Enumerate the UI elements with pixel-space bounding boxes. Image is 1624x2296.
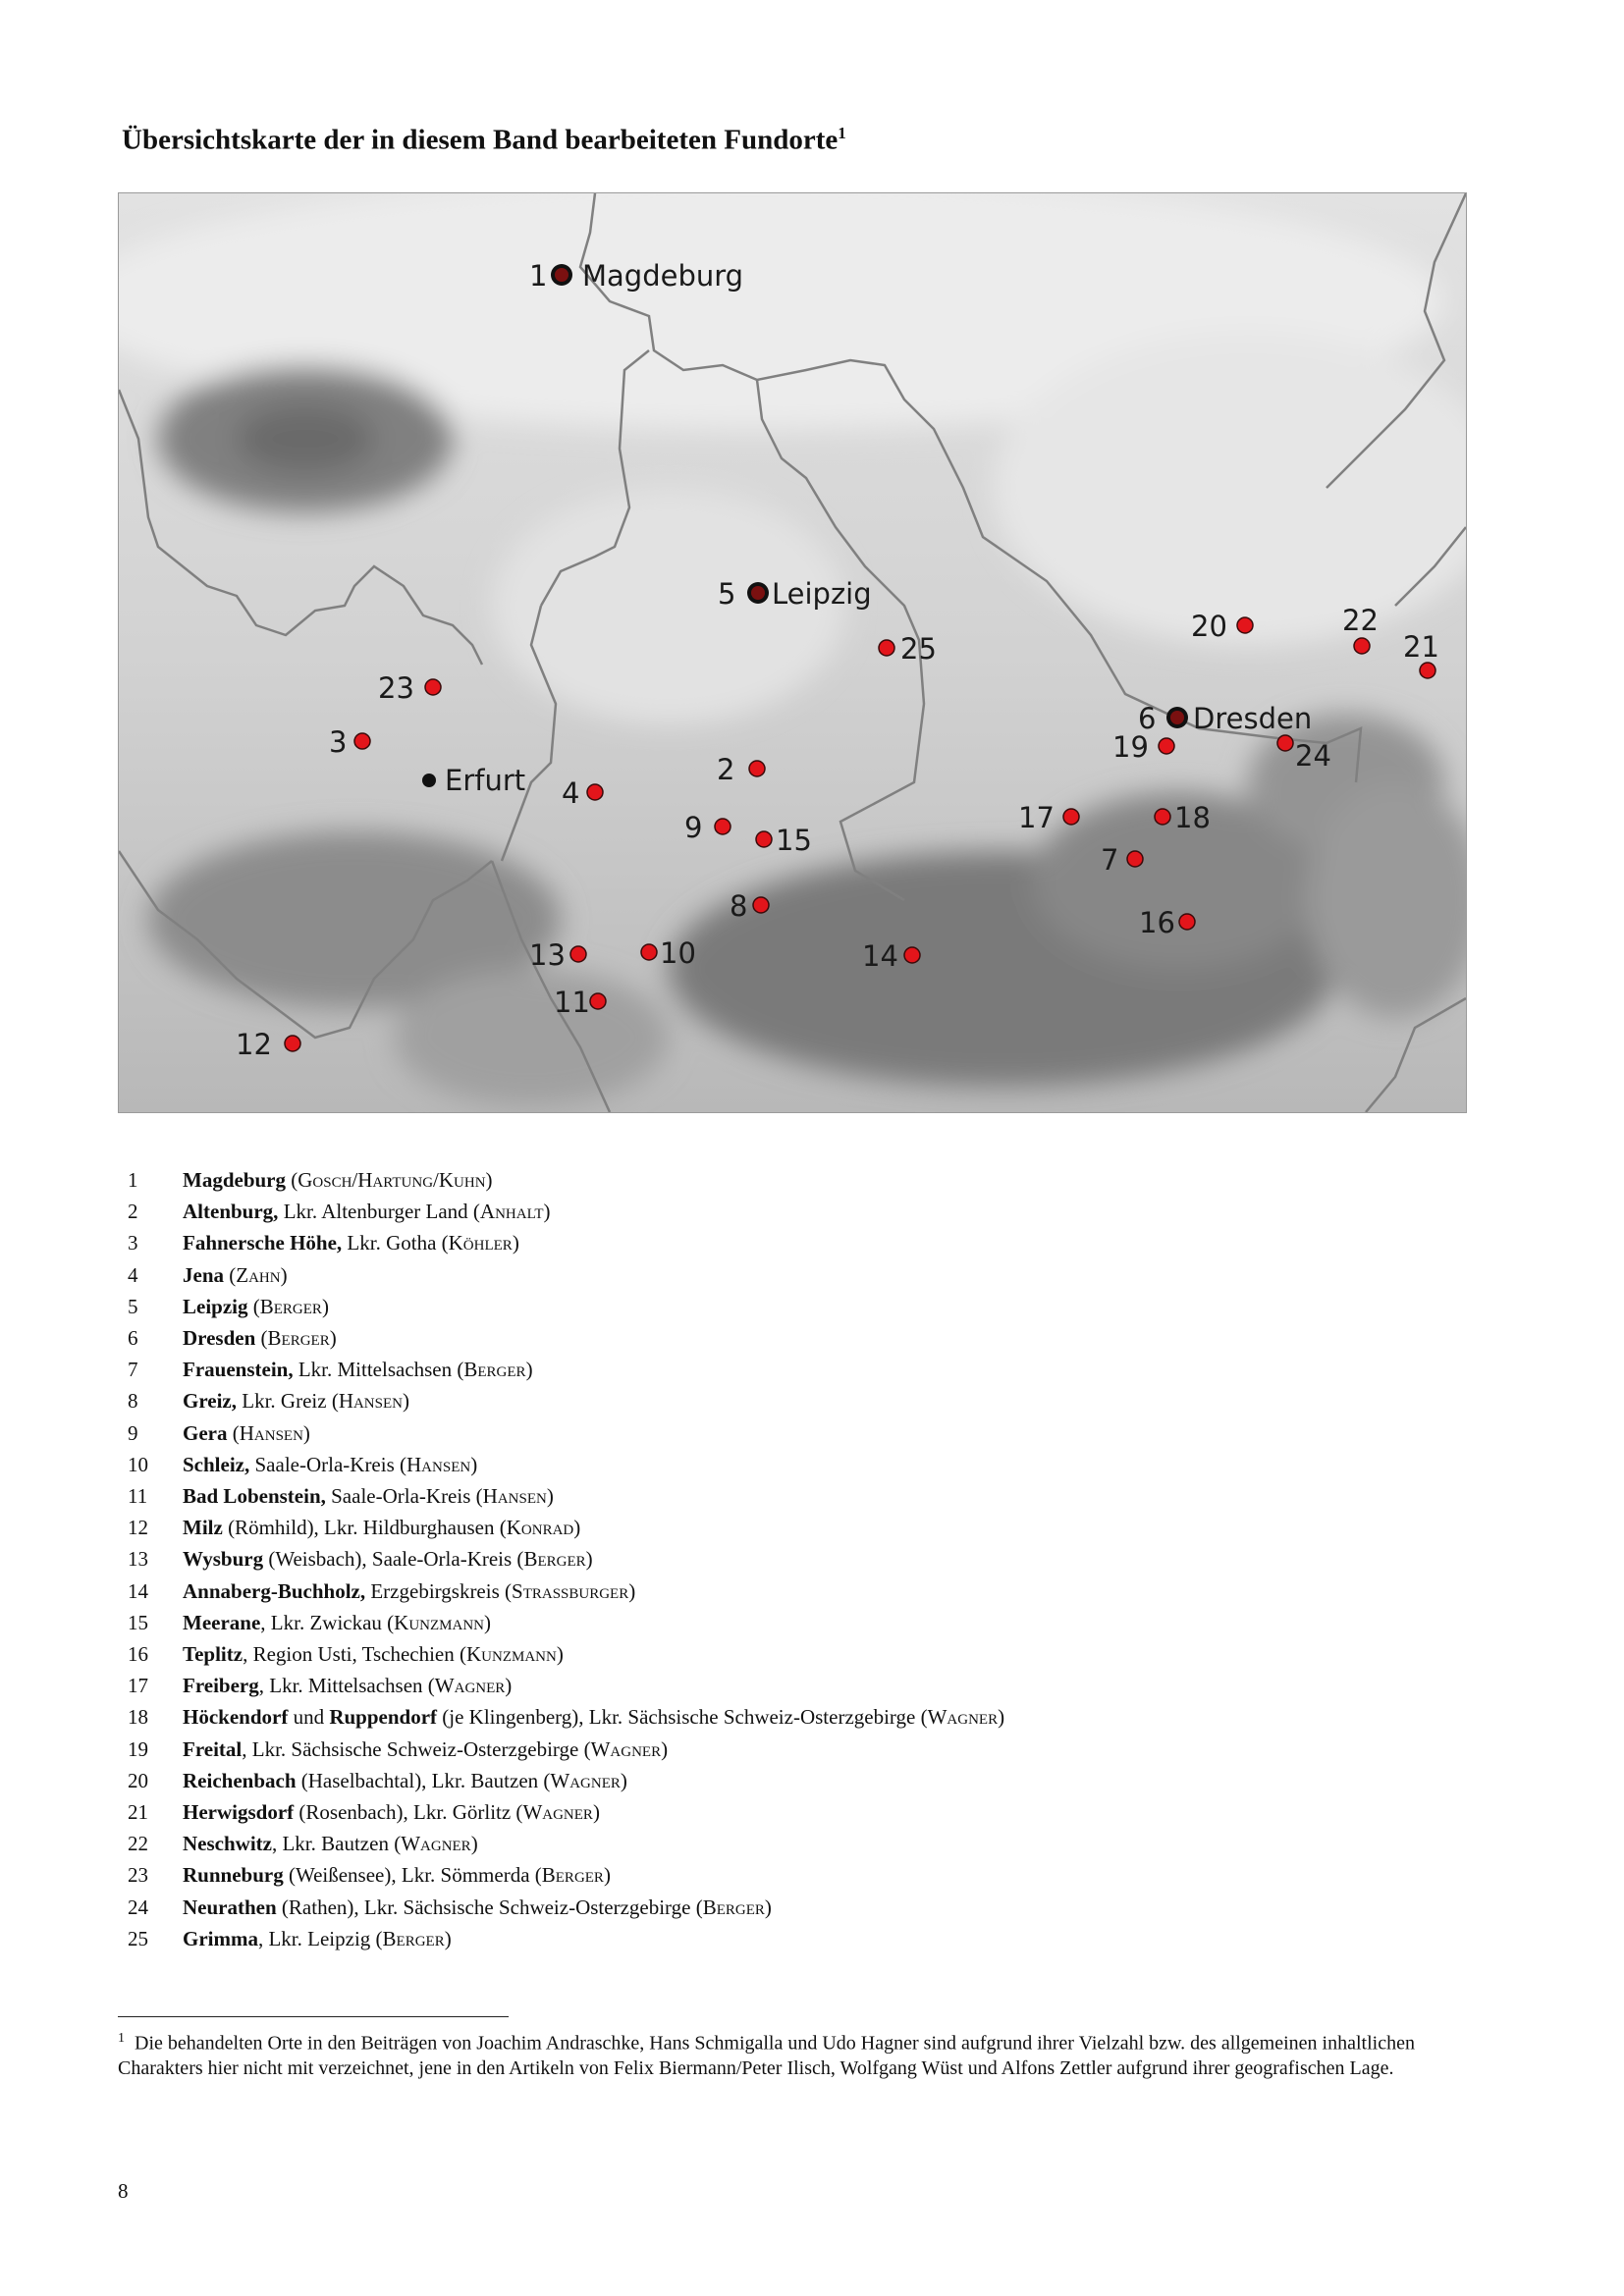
legend-row [128, 1385, 1004, 1416]
legend-close: ) [321, 1294, 329, 1318]
label-num-5: 5 [718, 577, 736, 611]
legend-row [128, 1923, 1004, 1954]
legend-row [128, 1354, 1004, 1385]
legend-close: ) [470, 1832, 478, 1856]
site-dot-16 [1179, 914, 1195, 930]
legend-author: Hansen [338, 1389, 403, 1414]
city-dot-dresden-inner [1170, 711, 1184, 724]
legend-site-name: Frauenstein, [183, 1358, 294, 1382]
label-erfurt: Erfurt [445, 764, 526, 797]
site-dot-21 [1420, 663, 1435, 678]
legend-row [128, 1859, 1004, 1891]
legend-author: Gosch/Hartung/Kuhn [298, 1168, 486, 1192]
legend-num: 4 [128, 1262, 138, 1287]
legend-detail: (Rathen), Lkr. Sächsische Schweiz-Osterzgebirge ( [276, 1895, 703, 1919]
legend-author: Wagner [590, 1736, 662, 1761]
legend-site-name: Bad Lobenstein, [183, 1484, 326, 1509]
legend-num: 9 [128, 1420, 138, 1445]
legend-detail: ( [224, 1262, 237, 1287]
footnote-text: Die behandelten Orte in den Beiträgen von Joachim Andraschke, Hans Schmigalla und Udo Hagner sind aufgrund ihrer Vielzahl bzw. des allgemeinen inhaltlichen Charakters hier nicht mit verzeichnet, jene in den Artikeln von Felix Biermann/Peter Ilisch, Wolfgang Wüst und Alfons Zettler aufgrund ihrer geografischen Lage. [118, 2032, 1415, 2079]
legend-num: 17 [128, 1674, 148, 1698]
legend-detail: ( [286, 1168, 298, 1192]
legend-close: ) [402, 1389, 409, 1414]
legend-site-name: Wysburg [183, 1547, 264, 1572]
legend-author: Kunzmann [394, 1610, 484, 1634]
legend-site-name: Reichenbach [183, 1768, 297, 1792]
legend-num: 16 [128, 1642, 148, 1667]
legend-close: ) [484, 1610, 491, 1634]
legend-row [128, 1512, 1004, 1543]
label-num-7: 7 [1101, 843, 1119, 877]
site-dot-4 [587, 784, 603, 800]
label-num-15: 15 [776, 824, 812, 857]
site-dot-20 [1237, 617, 1253, 633]
legend-row [128, 1259, 1004, 1291]
legend-num: 24 [128, 1895, 148, 1919]
legend-detail: Lkr. Greiz ( [237, 1389, 339, 1414]
legend-author: Zahn [236, 1262, 281, 1287]
footnote-ref: 1 [838, 124, 846, 142]
legend-detail: (Römhild), Lkr. Hildburghausen ( [222, 1516, 507, 1540]
label-num-8: 8 [730, 889, 748, 923]
legend-site-name: Freiberg [183, 1674, 259, 1698]
legend-row [128, 1291, 1004, 1322]
legend-site-name: Altenburg, [183, 1200, 279, 1224]
legend-close: ) [628, 1578, 636, 1603]
legend-row [128, 1701, 1004, 1733]
legend-num: 2 [128, 1200, 138, 1224]
legend-detail: , Lkr. Mittelsachsen ( [258, 1674, 435, 1698]
legend-site-name: Freital [183, 1736, 243, 1761]
legend-num: 25 [128, 1926, 148, 1950]
legend-row [128, 1575, 1004, 1607]
legend-site-name: Neurathen [183, 1895, 277, 1919]
label-num-16: 16 [1139, 906, 1175, 939]
label-num-20: 20 [1191, 610, 1227, 643]
legend-row [128, 1164, 1004, 1196]
legend-site-name: Runneburg [183, 1863, 284, 1888]
site-dot-23 [425, 679, 441, 695]
label-num-13: 13 [529, 938, 566, 972]
legend-detail: Lkr. Gotha ( [342, 1231, 449, 1255]
legend-num: 3 [128, 1231, 138, 1255]
legend-site-name: Grimma [183, 1926, 258, 1950]
legend-close: ) [620, 1768, 627, 1792]
site-dot-24 [1277, 735, 1293, 751]
legend-site-name: Meerane [183, 1610, 261, 1634]
label-leipzig: Leipzig [772, 577, 872, 611]
footnote [118, 2026, 1471, 2081]
legend-num: 14 [128, 1578, 148, 1603]
legend-num: 15 [128, 1610, 148, 1634]
legend-author: Strassburger [512, 1578, 629, 1603]
legend-num: 5 [128, 1294, 138, 1318]
legend-site-name: Milz [183, 1516, 223, 1540]
site-dot-13 [570, 946, 586, 962]
legend-author: Berger [382, 1926, 445, 1950]
legend-num: 18 [128, 1705, 148, 1730]
legend-row [128, 1543, 1004, 1575]
legend-author: Hansen [406, 1452, 471, 1476]
legend-author: Hansen [239, 1420, 303, 1445]
legend-detail: (je Klingenberg), Lkr. Sächsische Schweiz-Osterzgebirge ( [437, 1705, 928, 1730]
site-dot-2 [749, 761, 765, 776]
legend-row [128, 1765, 1004, 1796]
legend-detail: (Weißensee), Lkr. Sömmerda ( [283, 1863, 542, 1888]
label-num-6: 6 [1138, 702, 1157, 735]
legend-num: 11 [128, 1484, 148, 1509]
legend-row [128, 1227, 1004, 1258]
legend-num: 1 [128, 1168, 138, 1192]
legend-site-name: Teplitz [183, 1642, 244, 1667]
legend-site-name: Herwigsdorf [183, 1800, 295, 1825]
legend-detail: ( [255, 1326, 268, 1351]
legend-detail: , Lkr. Sächsische Schweiz-Osterzgebirge ( [242, 1736, 591, 1761]
legend-close: ) [470, 1452, 478, 1476]
site-dot-17 [1063, 809, 1079, 825]
legend-close: ) [329, 1326, 337, 1351]
legend-author: Konrad [506, 1516, 574, 1540]
legend-author: Wagner [550, 1768, 621, 1792]
legend-detail: , Region Usti, Tschechien ( [243, 1642, 466, 1667]
legend-row [128, 1449, 1004, 1480]
footnote-divider [118, 2016, 509, 2017]
legend-row [128, 1417, 1004, 1449]
legend-author: Berger [259, 1294, 322, 1318]
site-dot-15 [756, 831, 772, 847]
legend-author: Berger [702, 1895, 765, 1919]
legend-author: Köhler [448, 1231, 513, 1255]
legend-num: 7 [128, 1358, 138, 1382]
legend-close: ) [585, 1547, 593, 1572]
site-dot-22 [1354, 638, 1370, 654]
legend-detail: Erzgebirgskreis ( [365, 1578, 513, 1603]
legend-author: Berger [267, 1326, 330, 1351]
site-legend [128, 1164, 1004, 1954]
legend-close: ) [573, 1516, 581, 1540]
legend-row [128, 1892, 1004, 1923]
label-num-11: 11 [554, 986, 590, 1019]
city-dot-leipzig-inner [751, 586, 765, 600]
site-dot-8 [753, 897, 769, 913]
legend-site-name: Neschwitz [183, 1832, 272, 1856]
page-number: 8 [118, 2179, 129, 2203]
site-dot-19 [1159, 738, 1174, 754]
legend-detail: Lkr. Mittelsachsen ( [293, 1358, 464, 1382]
legend-author: Wagner [401, 1832, 471, 1856]
site-dot-10 [641, 944, 657, 960]
overview-map [118, 192, 1467, 1113]
legend-detail: , Lkr. Bautzen ( [271, 1832, 402, 1856]
legend-detail: Saale-Orla-Kreis ( [249, 1452, 407, 1476]
legend-close: ) [661, 1736, 669, 1761]
legend-row [128, 1322, 1004, 1354]
legend-author: Berger [463, 1358, 526, 1382]
footnote-mark: 1 [118, 2031, 125, 2046]
legend-site-name: Greiz, [183, 1389, 238, 1414]
legend-close: ) [603, 1863, 611, 1888]
legend-close: ) [280, 1262, 288, 1287]
legend-detail: Saale-Orla-Kreis ( [325, 1484, 483, 1509]
site-dot-18 [1155, 809, 1170, 825]
site-dot-14 [904, 947, 920, 963]
legend-detail: (Rosenbach), Lkr. Görlitz ( [294, 1800, 523, 1825]
label-num-21: 21 [1403, 630, 1439, 664]
site-dot-25 [879, 640, 894, 656]
legend-detail: (Haselbachtal), Lkr. Bautzen ( [296, 1768, 551, 1792]
label-num-23: 23 [378, 671, 414, 705]
site-dot-11 [590, 993, 606, 1009]
legend-close: ) [592, 1800, 600, 1825]
label-num-9: 9 [684, 811, 703, 844]
legend-detail: (Weisbach), Saale-Orla-Kreis ( [263, 1547, 524, 1572]
legend-connector: und [288, 1705, 330, 1730]
legend-author: Berger [523, 1547, 586, 1572]
legend-site-name: Fahnersche Höhe, [183, 1231, 343, 1255]
label-num-10: 10 [660, 936, 696, 970]
legend-close: ) [556, 1642, 564, 1667]
legend-site-name: Schleiz, [183, 1452, 250, 1476]
legend-row [128, 1480, 1004, 1512]
legend-author: Kunzmann [466, 1642, 557, 1667]
legend-site-name: Höckendorf [183, 1705, 289, 1730]
city-dot-magdeburg-inner [555, 268, 568, 282]
legend-site-name-2: Ruppendorf [329, 1705, 438, 1730]
legend-row [128, 1670, 1004, 1701]
label-num-18: 18 [1174, 801, 1211, 834]
legend-author: Wagner [522, 1800, 593, 1825]
legend-site-name: Gera [183, 1420, 228, 1445]
legend-close: ) [764, 1895, 772, 1919]
legend-site-name: Leipzig [183, 1294, 248, 1318]
legend-num: 8 [128, 1389, 138, 1414]
legend-author: Anhalt [479, 1200, 544, 1224]
label-num-19: 19 [1112, 730, 1149, 764]
legend-author: Berger [541, 1863, 604, 1888]
label-num-1: 1 [529, 259, 548, 293]
legend-num: 21 [128, 1800, 148, 1825]
legend-close: ) [998, 1705, 1005, 1730]
legend-row [128, 1638, 1004, 1670]
legend-num: 6 [128, 1326, 138, 1351]
label-num-25: 25 [900, 632, 937, 666]
legend-detail: Lkr. Altenburger Land ( [278, 1200, 480, 1224]
legend-num: 13 [128, 1547, 148, 1572]
legend-num: 23 [128, 1863, 148, 1888]
label-num-12: 12 [236, 1028, 272, 1061]
legend-row [128, 1796, 1004, 1828]
legend-close: ) [525, 1358, 533, 1382]
legend-row [128, 1828, 1004, 1859]
legend-detail: , Lkr. Zwickau ( [260, 1610, 395, 1634]
label-dresden: Dresden [1193, 702, 1313, 735]
legend-num: 10 [128, 1452, 148, 1476]
label-magdeburg: Magdeburg [582, 259, 744, 293]
legend-site-name: Dresden [183, 1326, 256, 1351]
legend-num: 12 [128, 1516, 148, 1540]
label-num-14: 14 [862, 939, 898, 973]
legend-detail: , Lkr. Leipzig ( [257, 1926, 383, 1950]
label-num-17: 17 [1018, 801, 1055, 834]
city-dot-erfurt [422, 774, 436, 787]
site-dot-9 [715, 819, 731, 834]
site-dot-12 [285, 1036, 300, 1051]
legend-site-name: Magdeburg [183, 1168, 286, 1192]
legend-close: ) [505, 1674, 513, 1698]
legend-author: Wagner [434, 1674, 506, 1698]
legend-close: ) [485, 1168, 493, 1192]
legend-row [128, 1607, 1004, 1638]
label-num-22: 22 [1342, 604, 1379, 637]
map-canvas [119, 193, 1466, 1112]
legend-close: ) [444, 1926, 452, 1950]
label-num-2: 2 [717, 753, 735, 786]
legend-num: 20 [128, 1768, 148, 1792]
legend-detail: ( [227, 1420, 240, 1445]
legend-detail: ( [247, 1294, 260, 1318]
legend-site-name: Annaberg-Buchholz, [183, 1578, 366, 1603]
label-num-4: 4 [562, 776, 580, 810]
legend-close: ) [512, 1231, 519, 1255]
label-num-24: 24 [1295, 739, 1331, 773]
legend-row [128, 1734, 1004, 1765]
legend-close: ) [543, 1200, 551, 1224]
legend-close: ) [302, 1420, 310, 1445]
page-title: Übersichtskarte der in diesem Band bearbeiteten Fundorte$^1$ [122, 124, 846, 156]
legend-author: Hansen [482, 1484, 547, 1509]
legend-site-name: Jena [183, 1262, 224, 1287]
legend-num: 19 [128, 1736, 148, 1761]
label-num-3: 3 [329, 725, 348, 759]
legend-row [128, 1196, 1004, 1227]
legend-author: Wagner [927, 1705, 999, 1730]
site-dot-3 [354, 733, 370, 749]
legend-num: 22 [128, 1832, 148, 1856]
legend-close: ) [546, 1484, 554, 1509]
site-dot-7 [1127, 851, 1143, 867]
